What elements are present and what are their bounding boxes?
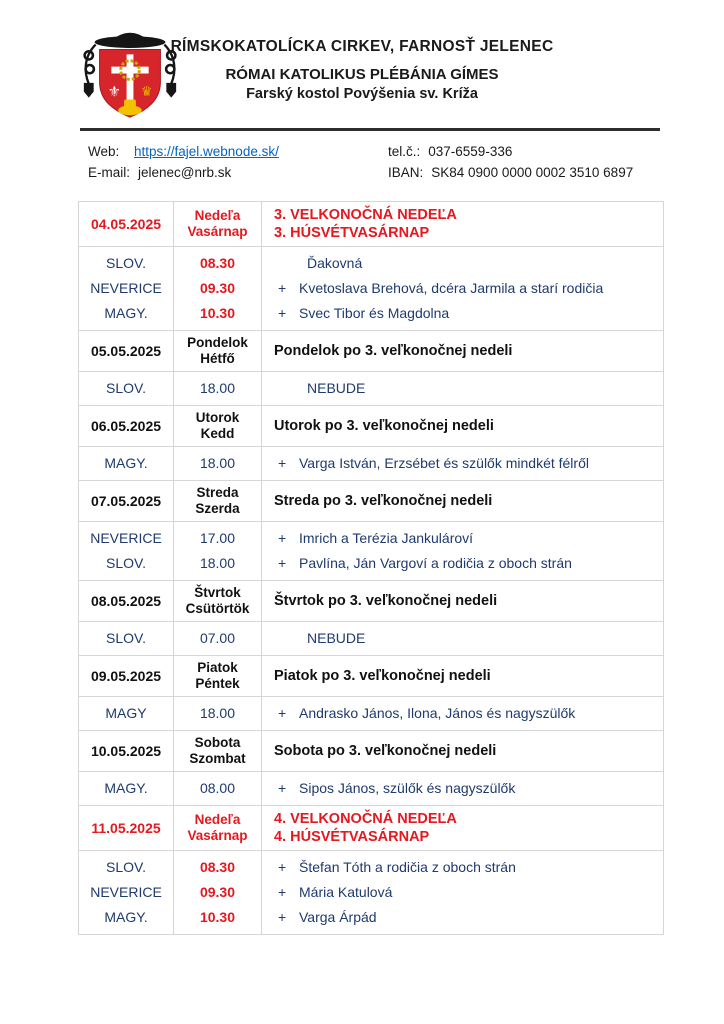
day-name: Hétfő [200,351,235,366]
feast-title: Piatok po 3. veľkonočnej nedeli [274,668,491,684]
feast-title: 3. VELKONOČNÁ NEDEĽA [274,207,457,223]
date-cell: 11.05.2025 [79,806,174,851]
cross-symbol: + [278,305,287,321]
time-cell [174,447,262,481]
intention-text: NEBUDE [307,380,366,396]
cross-symbol: + [278,859,287,875]
mass-location: NEVERICE [90,280,162,296]
intention-text: Varga Árpád [299,909,377,925]
title-cell [262,406,664,447]
mass-location: SLOV. [106,255,146,271]
svg-text:♛: ♛ [140,83,153,99]
tel-value: 037-6559-336 [428,144,513,159]
day-name: Piatok [197,660,238,675]
mass-location: SLOV. [106,859,146,875]
mass-intention [262,905,663,930]
mass-intention [262,776,663,801]
iban-value: SK84 0900 0000 0002 3510 6897 [431,165,634,180]
feast-title: Štvrtok po 3. veľkonočnej nedeli [274,593,498,609]
day-cell [174,202,262,247]
mass-time: 09.30 [199,884,236,900]
feast-title: Pondelok po 3. veľkonočnej nedeli [274,343,513,359]
schedule-row [79,731,664,772]
parish-name-sk: RÍMSKOKATOLÍCKA CIRKEV, FARNOSŤ JELENEC [170,38,554,55]
location-cell [79,622,174,656]
mass-intention [262,526,663,551]
mass-time: 08.00 [199,780,236,796]
schedule-row [79,581,664,622]
title-cell [262,806,664,851]
intention-cell [262,372,664,406]
mass-location: MAGY. [104,305,148,321]
mass-intention [262,701,663,726]
day-name: Nedeľa [194,812,241,827]
contact-iban [388,165,650,180]
time-cell [174,522,262,581]
intention-text: Mária Katulová [299,884,393,900]
day-cell [174,581,262,622]
schedule-row [79,481,664,522]
location-cell [79,772,174,806]
location-cell [79,697,174,731]
intention-text: Andrasko János, Ilona, János és nagyszülők [299,705,576,721]
schedule-row [79,406,664,447]
schedule-row [79,656,664,697]
day-cell [174,331,262,372]
intention-cell [262,622,664,656]
day-name: Szombat [189,751,246,766]
feast-title: 4. HÚSVÉTVASÁRNAP [274,829,430,845]
schedule-row [79,202,664,247]
mass-time: 17.00 [199,530,236,546]
intention-text: Štefan Tóth a rodičia z oboch strán [299,859,516,875]
cross-symbol: + [278,909,287,925]
mass-intention [262,251,663,276]
mass-time: 07.00 [199,630,236,646]
letterhead [0,0,724,102]
intention-cell [262,851,664,935]
mass-time: 18.00 [199,705,236,721]
website-link[interactable]: https://fajel.webnode.sk/ [134,144,279,159]
mass-location: SLOV. [106,630,146,646]
date-cell: 10.05.2025 [79,731,174,772]
title-cell [262,331,664,372]
date-cell: 06.05.2025 [79,406,174,447]
day-cell [174,481,262,522]
mass-time: 09.30 [199,280,236,296]
cross-symbol [278,376,299,401]
feast-title: Streda po 3. veľkonočnej nedeli [274,493,493,509]
cross-symbol: + [278,530,287,546]
iban-label: IBAN: [388,165,424,180]
cross-symbol: + [278,705,287,721]
date-cell: 05.05.2025 [79,331,174,372]
location-cell [79,447,174,481]
time-cell [174,372,262,406]
mass-location: SLOV. [106,380,146,396]
contact-email [88,165,388,180]
email-value: jelenec@nrb.sk [138,165,232,180]
day-cell [174,406,262,447]
time-cell [174,697,262,731]
day-name: Kedd [200,426,235,441]
mass-intention [262,276,663,301]
mass-location: NEVERICE [90,530,162,546]
schedule-body [79,202,664,935]
title-cell [262,656,664,697]
day-name: Streda [196,485,239,500]
feast-title: 4. VELKONOČNÁ NEDEĽA [274,811,457,827]
date-cell: 09.05.2025 [79,656,174,697]
cross-symbol [278,626,299,651]
schedule-row [79,372,664,406]
time-cell [174,851,262,935]
feast-title: 3. HÚSVÉTVASÁRNAP [274,225,430,241]
mass-intention [262,376,663,401]
contact-web [88,144,388,159]
intention-text: Ďakovná [307,255,363,271]
mass-location: MAGY [105,705,147,721]
title-cell [262,581,664,622]
cross-symbol: + [278,884,287,900]
cross-symbol: + [278,455,287,471]
cross-symbol [278,251,299,276]
church-name: Farský kostol Povýšenia sv. Kríža [246,86,478,102]
schedule-row [79,331,664,372]
cross-symbol: + [278,280,287,296]
day-name: Szerda [195,501,240,516]
intention-text: Sipos János, szülők és nagyszülők [299,780,516,796]
intention-text: NEBUDE [307,630,366,646]
intention-cell [262,697,664,731]
date-cell: 04.05.2025 [79,202,174,247]
parish-name-hu: RÓMAI KATOLIKUS PLÉBÁNIA GÍMES [225,66,499,83]
header-divider [80,128,660,131]
svg-text:⚜: ⚜ [107,84,121,101]
cross-symbol: + [278,555,287,571]
day-name: Pondelok [187,335,248,350]
time-cell [174,247,262,331]
day-cell [174,806,262,851]
intention-cell [262,522,664,581]
date-cell: 07.05.2025 [79,481,174,522]
tel-label: tel.č.: [388,144,421,159]
mass-time: 18.00 [199,380,236,396]
mass-intention [262,551,663,576]
time-cell [174,622,262,656]
title-cell [262,481,664,522]
schedule-row [79,851,664,935]
day-name: Péntek [195,676,240,691]
mass-intention [262,626,663,651]
mass-location: SLOV. [106,555,146,571]
mass-intention [262,301,663,326]
date-cell: 08.05.2025 [79,581,174,622]
mass-intention [262,880,663,905]
feast-title: Utorok po 3. veľkonočnej nedeli [274,418,494,434]
mass-intention [262,855,663,880]
mass-time: 08.30 [199,859,236,875]
mass-location: MAGY. [104,455,148,471]
day-cell [174,656,262,697]
day-cell [174,731,262,772]
day-name: Štvrtok [194,585,241,600]
mass-location: MAGY. [104,780,148,796]
schedule-table [78,201,664,935]
mass-time: 18.00 [199,455,236,471]
intention-text: Svec Tibor és Magdolna [299,305,450,321]
schedule-row [79,772,664,806]
contact-tel [388,144,650,159]
location-cell [79,851,174,935]
contact-block [88,144,650,180]
web-label: Web: [88,144,120,159]
parish-coat-of-arms [76,24,184,124]
day-name: Vasárnap [187,828,248,843]
schedule-row [79,697,664,731]
intention-text: Pavlína, Ján Vargoví a rodičia z oboch strán [299,555,572,571]
intention-cell [262,772,664,806]
cross-symbol: + [278,780,287,796]
schedule-row [79,247,664,331]
intention-text: Imrich a Terézia Jankulároví [299,530,474,546]
schedule-row [79,622,664,656]
mass-time: 10.30 [199,909,236,925]
feast-title: Sobota po 3. veľkonočnej nedeli [274,743,497,759]
mass-time: 08.30 [199,255,236,271]
schedule-row [79,522,664,581]
location-cell [79,372,174,406]
day-name: Sobota [194,735,241,750]
mass-location: MAGY. [104,909,148,925]
location-cell [79,247,174,331]
day-name: Utorok [195,410,240,425]
title-cell [262,731,664,772]
intention-text: Kvetoslava Brehová, dcéra Jarmila a starí rodičia [299,280,604,296]
schedule-row [79,806,664,851]
time-cell [174,772,262,806]
schedule-row [79,447,664,481]
mass-time: 10.30 [199,305,236,321]
mass-intention [262,451,663,476]
mass-location: NEVERICE [90,884,162,900]
title-cell [262,202,664,247]
email-label: E-mail: [88,165,131,180]
intention-cell [262,447,664,481]
intention-text: Varga István, Erzsébet és szülők mindkét félről [299,455,589,471]
day-name: Nedeľa [194,208,241,223]
mass-time: 18.00 [199,555,236,571]
day-name: Csütörtök [185,601,250,616]
location-cell [79,522,174,581]
intention-cell [262,247,664,331]
day-name: Vasárnap [187,224,248,239]
